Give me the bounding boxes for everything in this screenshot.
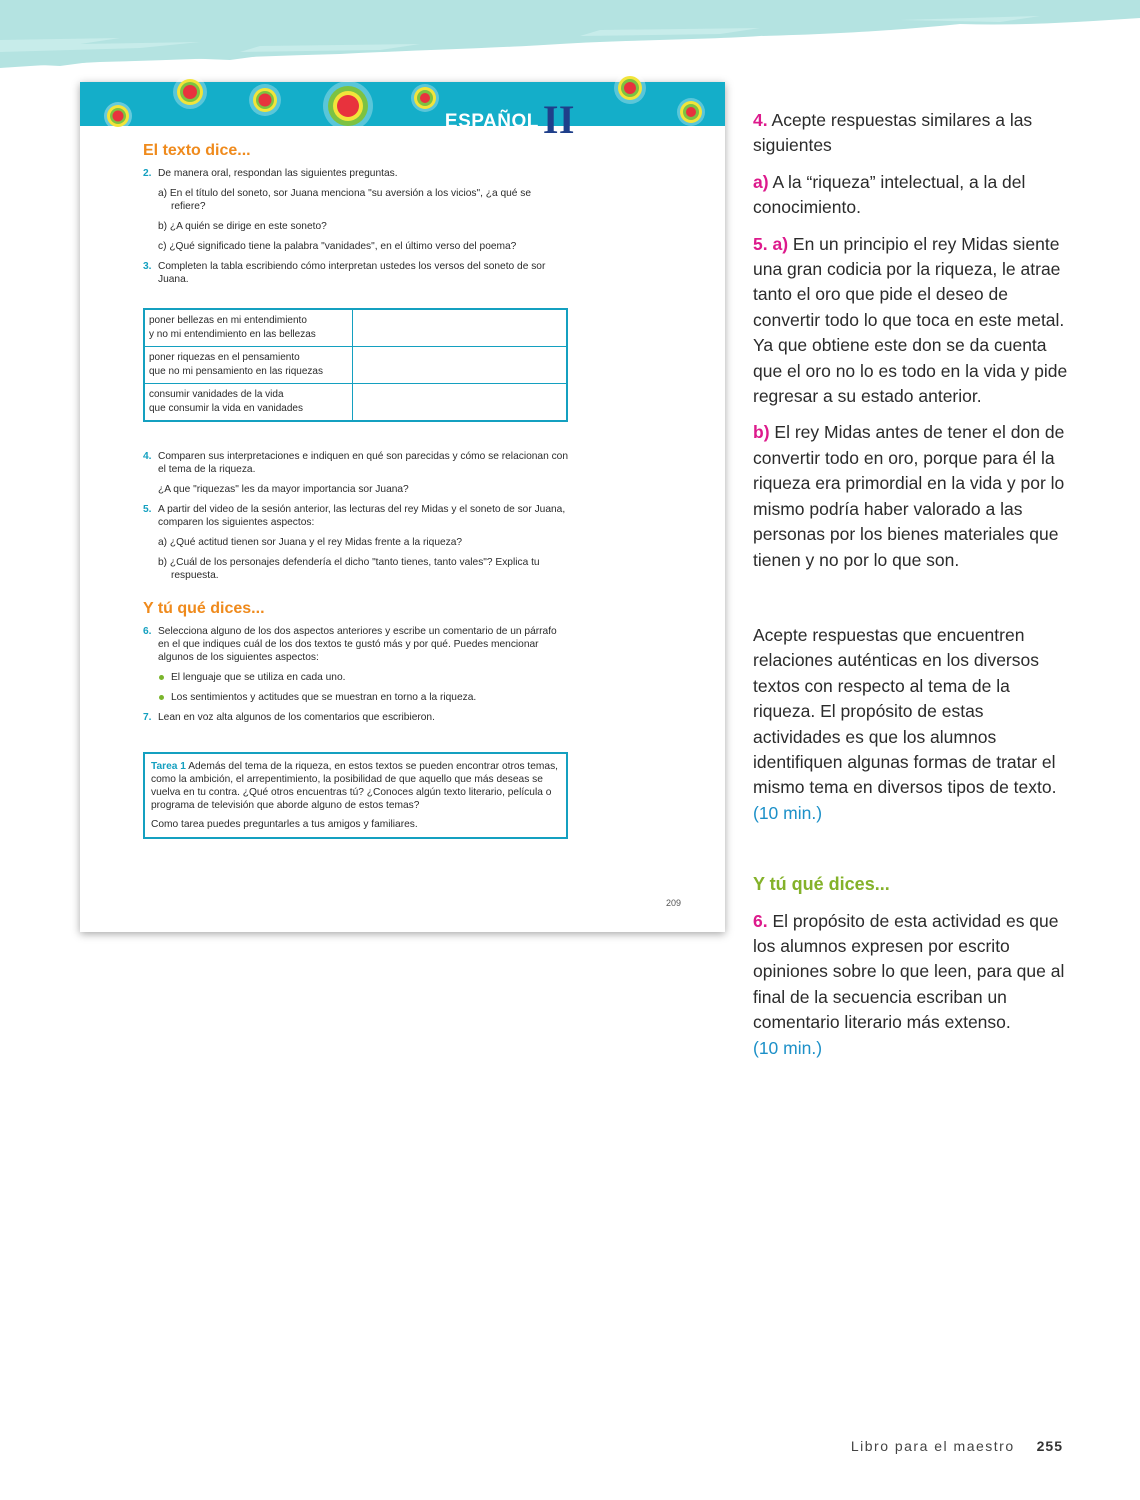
question-number: 6. bbox=[143, 626, 152, 637]
question-text: Comparen sus interpretaciones e indiquen en qué son parecidas y cómo se relacionan con el tema de la riqueza. bbox=[158, 451, 569, 475]
book-title: Libro para el maestro bbox=[850, 1438, 1015, 1454]
homework-label: Tarea 1 bbox=[151, 761, 186, 772]
section-title-el-texto-dice: El texto dice... bbox=[143, 142, 251, 159]
section-title-y-tu-que-dices: Y tú qué dices... bbox=[143, 600, 265, 617]
note-5b: b) El rey Midas antes de tener el don de convertir todo en oro, porque para él la riqueza era primordial en la vida y por lo mismo podría haber valorado a las personas por los bienes materiales que tienen y no por lo que son. bbox=[753, 422, 1065, 570]
homework-text: Además del tema de la riqueza, en estos textos se pueden encontrar otros temas, como la ambición, el arrepentimiento, la posibilidad de que aquello que más deseas se vuelva en tu contra. ¿Qué otros encuentras tú? ¿Conoces algún texto literario, película o programa de televisión que aborde alguno de estos temas? bbox=[151, 761, 559, 811]
student-page-content bbox=[143, 140, 568, 839]
verse-cell: consumir vanidades de la vida que consumir la vida en vanidades bbox=[144, 384, 353, 422]
homework-note: Como tarea puedes preguntarles a tus amigos y familiares. bbox=[151, 819, 418, 830]
verse-cell: poner riquezas en el pensamiento que no mi pensamiento en las riquezas bbox=[144, 347, 353, 384]
question-number: 3. bbox=[143, 261, 152, 272]
question-4 bbox=[143, 450, 568, 476]
answer-cell bbox=[353, 347, 568, 384]
question-6 bbox=[143, 625, 568, 664]
bullet-dot-icon bbox=[159, 695, 164, 700]
notes-section-title: Y tú qué dices... bbox=[753, 874, 890, 895]
note-accept-answers: Acepte respuestas que encuentren relaciones auténticas en los diversos textos con respecto al tema de la riqueza. El propósito de estas actividades es que los alumnos identifiquen algunas formas de tratar el mismo tema en diversos tipos de texto. (10 min.) bbox=[753, 624, 1057, 823]
table-row bbox=[144, 347, 567, 384]
question-text: A partir del video de la sesión anterior, las lecturas del rey Midas y el soneto de sor Juana, comparen los siguientes aspectos: bbox=[158, 504, 566, 528]
table-row bbox=[144, 384, 567, 422]
homework-box bbox=[143, 752, 568, 839]
table-row bbox=[144, 309, 567, 347]
question-3 bbox=[143, 260, 568, 286]
question-number: 4. bbox=[143, 451, 152, 462]
question-text: Completen la tabla escribiendo cómo interpretan ustedes los versos del soneto de sor Juana. bbox=[158, 261, 546, 285]
subject-name: ESPAÑOL bbox=[444, 111, 539, 132]
bullet-item: El lenguaje que se utiliza en cada uno. bbox=[143, 671, 568, 684]
answer-cell bbox=[353, 309, 568, 347]
decorative-circles bbox=[80, 72, 725, 132]
question-2a: a) En el título del soneto, sor Juana menciona "su aversión a los vicios", ¿a qué se refiere? bbox=[158, 188, 532, 212]
top-brush-decoration bbox=[0, 0, 1140, 80]
question-number: 2. bbox=[143, 168, 152, 179]
subject-roman-numeral: II bbox=[542, 97, 575, 142]
note-6: 6. El propósito de esta actividad es que los alumnos expresen por escrito opiniones sobre lo que leen, para que al final de la secuencia escriban un comentario literario más extenso. (10 min.) bbox=[753, 910, 1065, 1058]
sonnet-interpretation-table bbox=[143, 308, 568, 422]
student-book-page bbox=[80, 82, 725, 932]
question-5 bbox=[143, 503, 568, 529]
question-number: 7. bbox=[143, 712, 152, 723]
student-page-number: 209 bbox=[665, 898, 681, 908]
page-footer bbox=[851, 1438, 1063, 1454]
question-4-follow-up: ¿A que "riquezas" les da mayor importancia sor Juana? bbox=[158, 484, 409, 495]
question-2c: c) ¿Qué significado tiene la palabra "vanidades", en el último verso del poema? bbox=[158, 241, 517, 252]
teacher-notes bbox=[753, 108, 1073, 1072]
bullet-dot-icon bbox=[159, 675, 164, 680]
note-4: 4. Acepte respuestas similares a las siguientes bbox=[753, 110, 1033, 156]
page-number: 255 bbox=[1036, 1438, 1063, 1454]
question-text: De manera oral, respondan las siguientes preguntas. bbox=[158, 168, 398, 179]
note-5a: 5. a) En un principio el rey Midas siente una gran codicia por la riqueza, le atrae tanto el oro que pide el deseo de convertir todo lo que toca en este metal. Ya que obtiene este don se da cuenta que el oro no lo es todo en la vida y pide regresar a su estado anterior. bbox=[753, 233, 1068, 407]
note-4a: a) A la “riqueza” intelectual, a la del conocimiento. bbox=[753, 171, 1026, 218]
time-label: (10 min.) bbox=[753, 802, 823, 823]
question-number: 5. bbox=[143, 504, 152, 515]
page-header-band bbox=[80, 82, 725, 142]
question-text: Selecciona alguno de los dos aspectos anteriores y escribe un comentario de un párrafo en el que indiques cuál de los dos textos te gustó más y por qué. Puedes mencionar algunos de los siguientes aspectos: bbox=[158, 626, 557, 663]
question-text: Lean en voz alta algunos de los comentarios que escribieron. bbox=[158, 712, 435, 723]
time-label: (10 min.) bbox=[753, 1037, 823, 1058]
subject-title bbox=[444, 90, 575, 142]
question-5a: a) ¿Qué actitud tienen sor Juana y el rey Midas frente a la riqueza? bbox=[158, 537, 463, 548]
answer-cell bbox=[353, 384, 568, 422]
verse-cell: poner bellezas en mi entendimiento y no mi entendimiento en las bellezas bbox=[144, 309, 353, 347]
question-2b: b) ¿A quién se dirige en este soneto? bbox=[158, 221, 327, 232]
question-2 bbox=[143, 167, 568, 180]
bullet-item: Los sentimientos y actitudes que se muestran en torno a la riqueza. bbox=[143, 691, 568, 704]
question-5b: b) ¿Cuál de los personajes defendería el dicho "tanto tienes, tanto vales"? Explica tu respuesta. bbox=[158, 557, 540, 581]
question-7 bbox=[143, 711, 568, 724]
